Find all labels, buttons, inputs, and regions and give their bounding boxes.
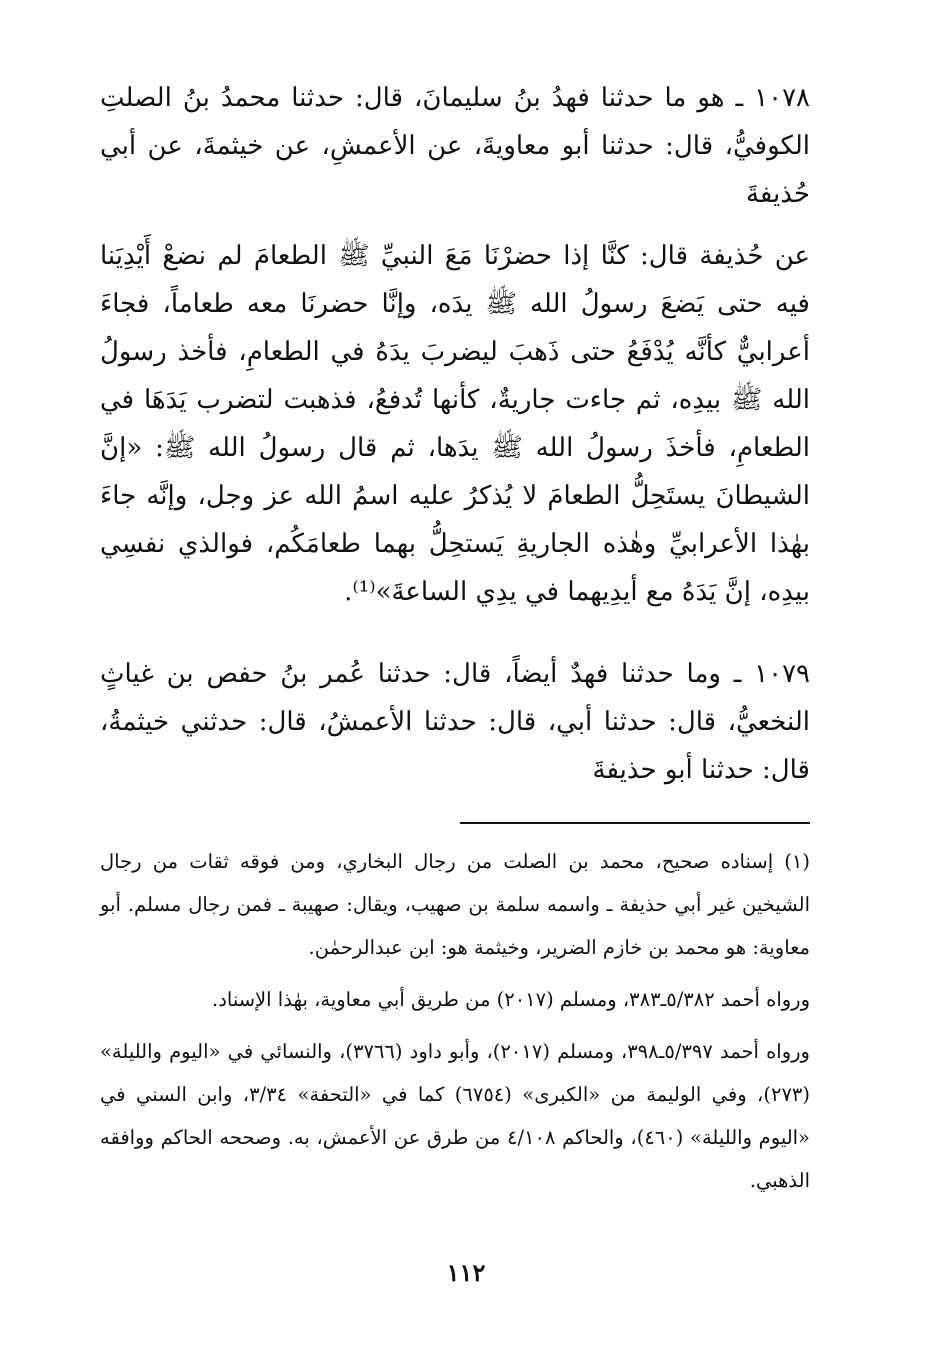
hadith-1078-isnad: ١٠٧٨ ـ هو ما حدثنا فهدُ بنُ سليمانَ، قال: حدثنا محمدُ بنُ الصلتِ الكوفيُّ، قال: حدثنا أبو معاويةَ، عن الأعمشِ، عن خيثمةَ، عن أبي حُذيفةَ [100, 83, 810, 209]
footnotes [100, 840, 810, 1211]
footnote-1-continuation: ورواه أحمد ٥/٣٩٧ـ٣٩٨، ومسلم (٢٠١٧)، وأبو داود (٣٧٦٦)، والنسائي في «اليوم والليلة» (٢٧٣)، وفي الوليمة من «الكبرى» (٦٧٥٤) كما في «التحفة» ٣/٣٤، وابن السني في «اليوم والليلة» (٤٦٠)، والحاكم ٤/١٠٨ من طرق عن الأعمش، به. وصححه الحاكم ووافقه الذهبي. [100, 1040, 810, 1192]
page-number: ١١٢ [446, 1258, 486, 1287]
hadith-1078-matn: عن حُذيفة قال: كنَّا إذا حضرْنَا مَعَ النبيِّ ﷺ الطعامَ لم نضعْ أَيْدِيَنا فيه حتى يَضعَ رسولُ الله ﷺ يدَه، وإنَّا حضرنَا معه طعاماً، فجاءَ أعرابيٌّ كأنَّه يُدْفَعُ حتى ذَهبَ ليضربَ يدَهُ في الطعامِ، فأخذ رسولُ الله ﷺ بيدِه، ثم جاءت جاريةٌ، كأنها تُدفعُ، فذهبت لتضرب يَدَهَا في الطعامِ، فأخذَ رسولُ الله ﷺ يدَها، ثم قال رسولُ الله ﷺ: «إنَّ الشيطانَ يستَحِلُّ الطعامَ لا يُذكرُ عليه اسمُ الله عز وجل، وإنَّه جاءَ بهٰذا الأعرابيِّ وهٰذه الجاريةِ يَستحِلُّ بهما طعامَكُم، فوالذي نفسِي بيدِه، إنَّ يَدَهُ مع أيدِيهما في يدِي الساعةَ»⁽¹⁾. [100, 241, 810, 607]
footnote-1: (١) إسناده صحيح، محمد بن الصلت من رجال البخاري، ومن فوقه ثقات من رجال الشيخين غير أبي حذيفة ـ واسمه سلمة بن صهيب، ويقال: صهيبة ـ فمن رجال مسلم. أبو معاوية: هو محمد بن خازم الضرير، وخيثمة هو: ابن عبدالرحمٰن. [100, 850, 810, 959]
footnote-1-continuation: ورواه أحمد ٥/٣٨٢ـ٣٨٣، ومسلم (٢٠١٧) من طريق أبي معاوية، بهٰذا الإسناد. [212, 988, 810, 1011]
footnote-separator [460, 822, 810, 824]
hadith-1079-isnad: ١٠٧٩ ـ وما حدثنا فهدٌ أيضاً، قال: حدثنا عُمر بنُ حفص بن غياثٍ النخعيُّ، قال: حدثنا أبي، قال: حدثنا الأعمشُ، قال: حدثني خيثمةُ، قال: حدثنا أبو حذيفةَ [100, 659, 810, 785]
